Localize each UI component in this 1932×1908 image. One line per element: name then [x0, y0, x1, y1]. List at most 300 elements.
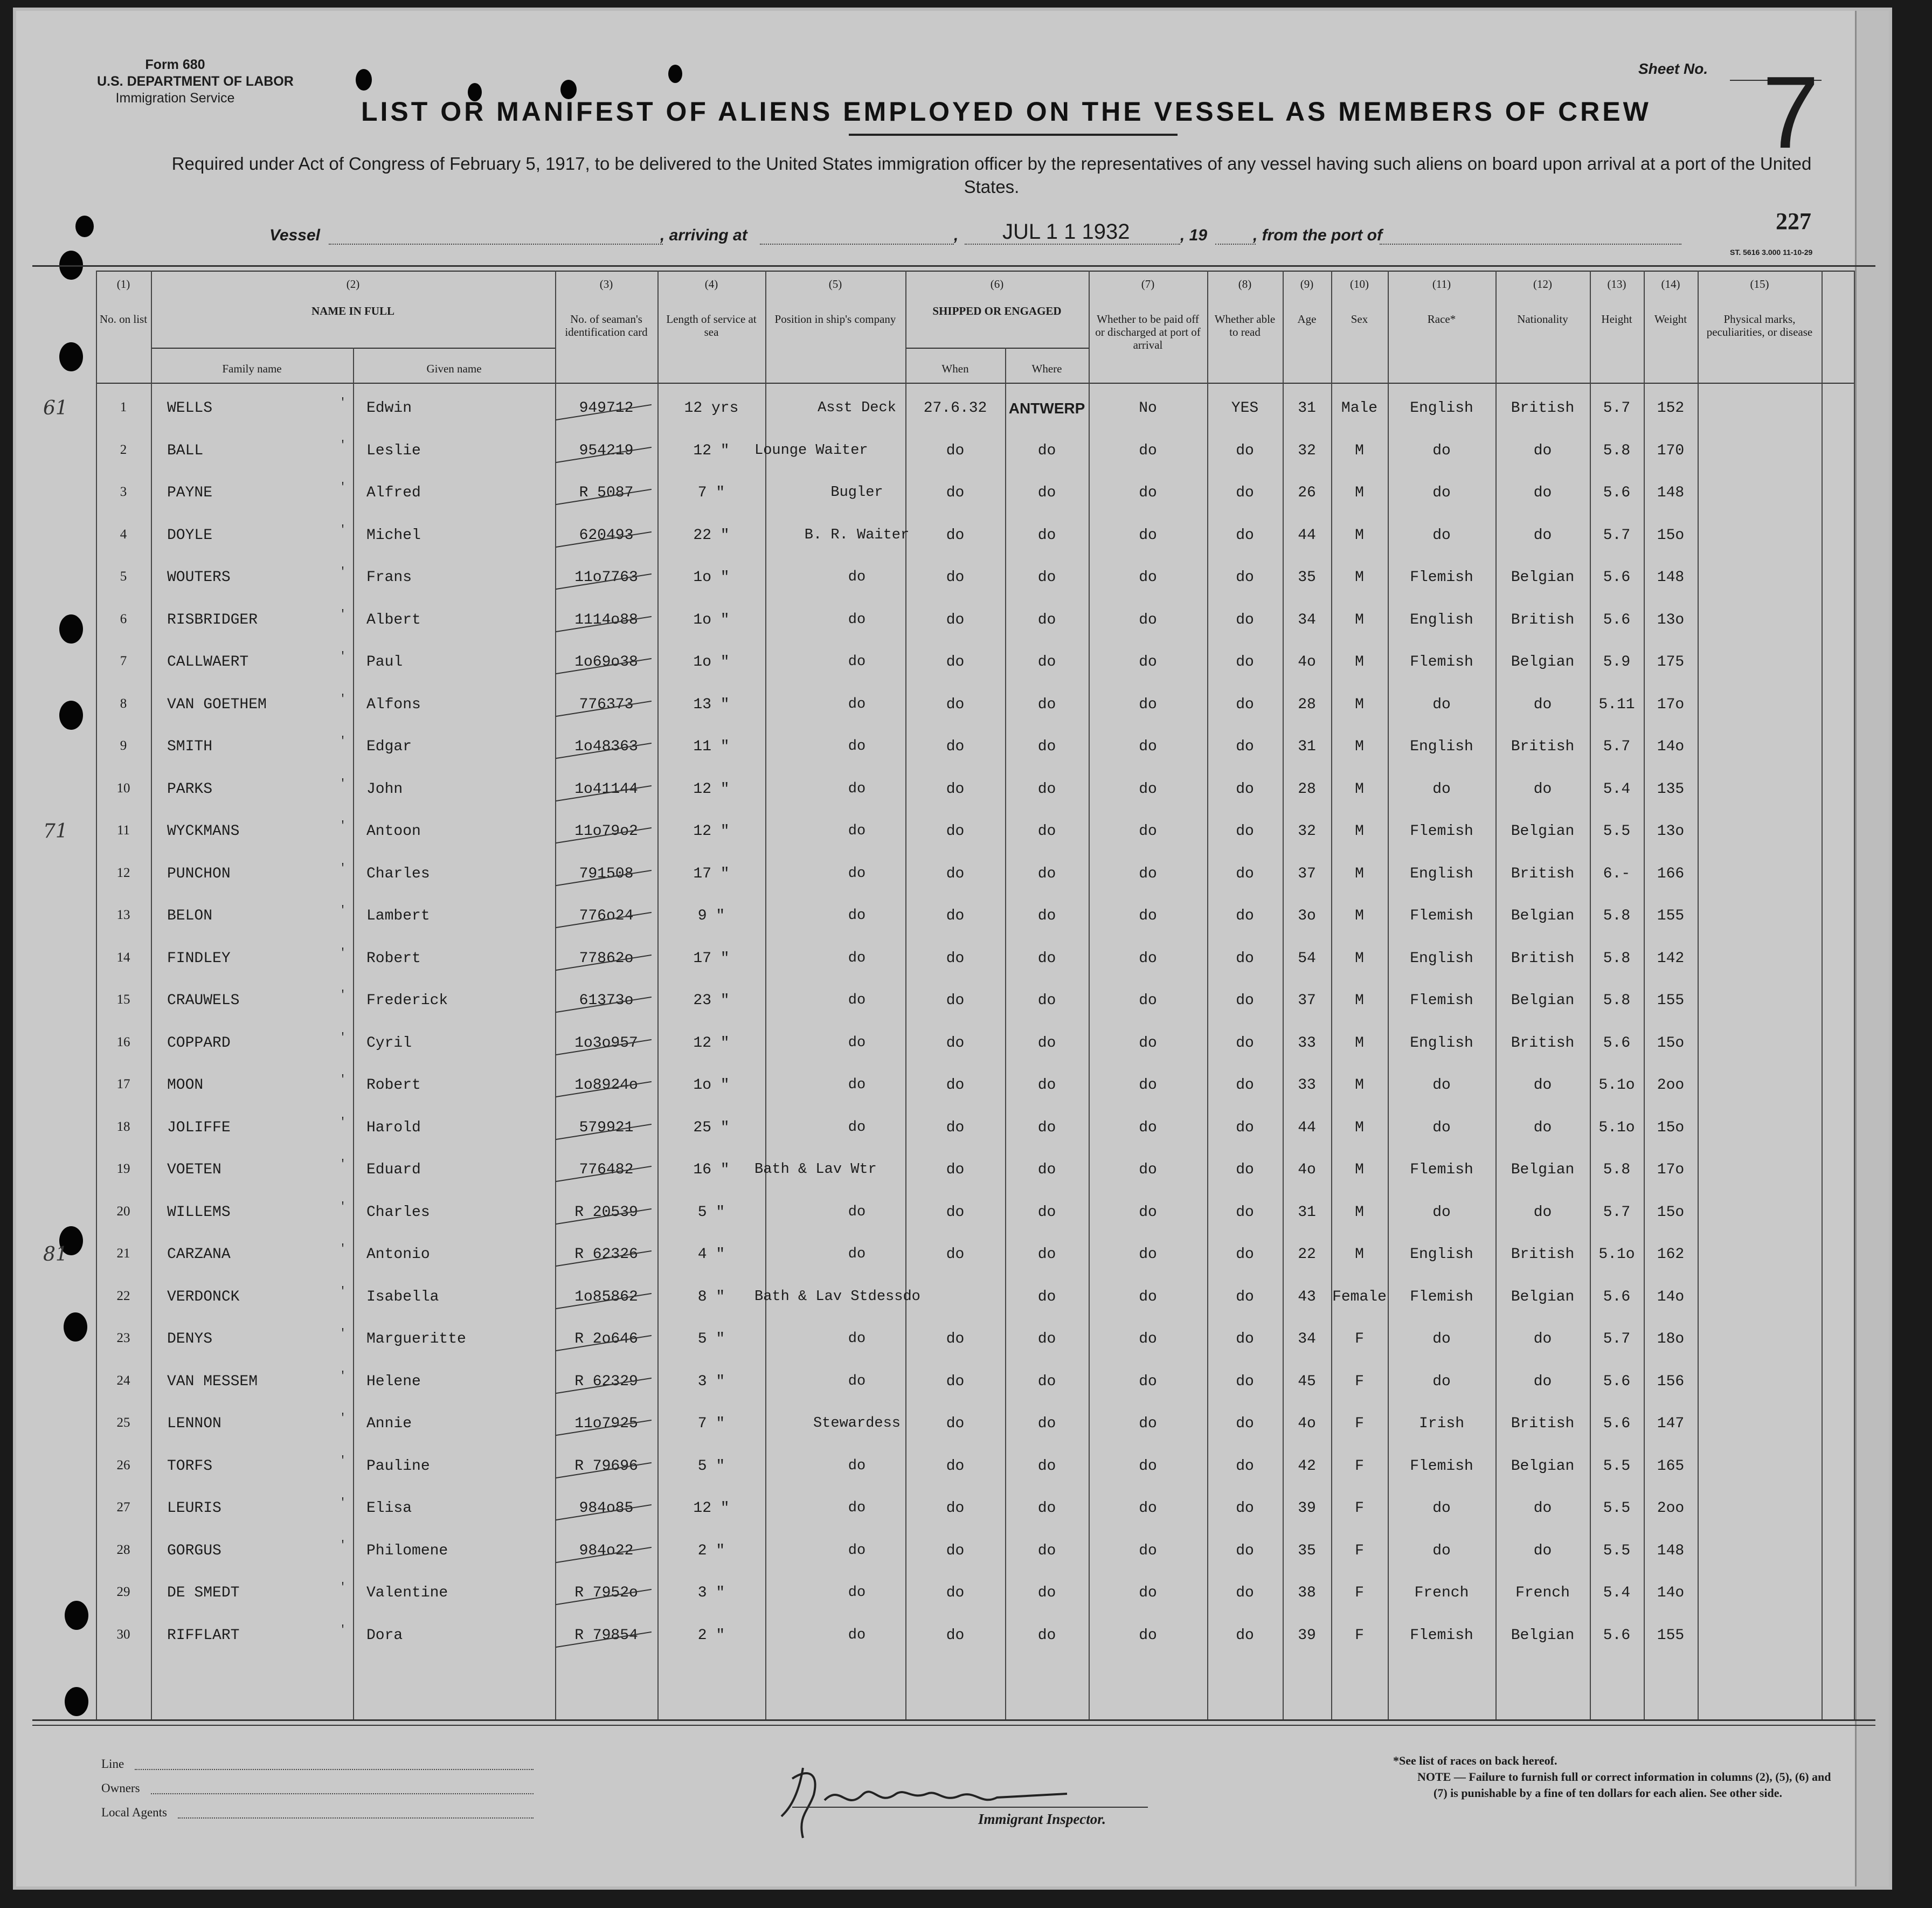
shipped-when: do	[946, 1204, 965, 1221]
race: do	[1432, 1204, 1451, 1221]
height: 5.9	[1603, 654, 1631, 670]
arriving-field	[760, 244, 954, 245]
race: do	[1432, 1373, 1451, 1390]
given-name: Alfons	[366, 696, 421, 713]
seaman-card-number: 984o22	[579, 1542, 634, 1559]
ship-position: do	[848, 865, 866, 882]
race: do	[1432, 442, 1451, 459]
given-name: Annie	[366, 1415, 412, 1432]
able-to-read: do	[1236, 1373, 1254, 1390]
sex: M	[1355, 485, 1364, 501]
given-name: Helene	[366, 1373, 421, 1390]
column-number: (1)	[116, 278, 130, 291]
paid-off: do	[1139, 1457, 1157, 1475]
check-tick: '	[340, 989, 347, 1001]
column-header-label: NAME IN FULL	[311, 305, 394, 317]
paid-off: do	[1139, 1204, 1157, 1221]
given-name: Albert	[366, 611, 421, 628]
family-name: VERDONCK	[167, 1288, 240, 1305]
shipped-where: do	[1037, 1373, 1056, 1390]
seaman-card-number: 984o85	[579, 1500, 634, 1517]
nationality: French	[1515, 1585, 1570, 1601]
column-header-label: Length of service at sea	[666, 313, 757, 338]
nationality: British	[1511, 950, 1575, 967]
family-name: RIFFLART	[167, 1627, 240, 1644]
seaman-card-number: 776o24	[579, 908, 634, 924]
seaman-card-number: 1o8924o	[574, 1077, 638, 1094]
height: 5.1o	[1598, 1077, 1635, 1094]
check-tick: '	[340, 1285, 347, 1298]
able-to-read: do	[1236, 1288, 1254, 1305]
age: 35	[1298, 569, 1316, 586]
able-to-read: do	[1236, 654, 1254, 670]
shipped-sub-divider	[905, 348, 1089, 349]
check-tick: '	[340, 862, 347, 875]
race: English	[1410, 865, 1473, 882]
given-name: Philomene	[366, 1542, 448, 1559]
nationality: British	[1511, 1034, 1575, 1052]
check-tick: '	[340, 1116, 347, 1129]
column-divider	[151, 271, 152, 1719]
age: 32	[1298, 442, 1316, 459]
race: Flemish	[1410, 1457, 1473, 1475]
shipped-when: do	[946, 823, 965, 840]
shipped-where: do	[1037, 1542, 1056, 1559]
height: 5.11	[1598, 696, 1635, 713]
family-name: LEURIS	[167, 1500, 221, 1517]
age: 42	[1298, 1457, 1316, 1475]
age: 31	[1298, 738, 1316, 755]
weight: 156	[1657, 1373, 1685, 1390]
seaman-card-number: 776482	[579, 1162, 634, 1178]
family-name: CALLWAERT	[167, 654, 249, 670]
column-header-label: Position in ship's company	[774, 313, 896, 326]
date-stamp: JUL 1 1 1932	[1002, 220, 1130, 244]
nationality: do	[1533, 1077, 1552, 1094]
weight: 135	[1657, 780, 1685, 798]
height: 5.6	[1603, 569, 1631, 586]
sex: M	[1355, 950, 1364, 967]
age: 39	[1298, 1500, 1316, 1517]
shipped-when: do	[946, 1331, 965, 1347]
length-of-service: 1o "	[693, 569, 730, 586]
shipped-where: do	[1037, 865, 1056, 882]
race: Irish	[1418, 1415, 1464, 1432]
row-number: 18	[116, 1119, 130, 1134]
column-subheader: Given name	[426, 362, 482, 375]
column-header-label: Height	[1601, 313, 1632, 326]
column-number: (8)	[1238, 278, 1252, 291]
punch-hole	[65, 1601, 88, 1630]
family-name: JOLIFFE	[167, 1119, 231, 1136]
shipped-when: do	[946, 738, 965, 755]
shipped-when: do	[946, 780, 965, 798]
sex: M	[1355, 442, 1364, 459]
age: 31	[1298, 1204, 1316, 1221]
age: 4o	[1298, 1415, 1316, 1432]
shipped-when: do	[946, 1585, 965, 1601]
seaman-card-number: 1o85862	[574, 1288, 638, 1305]
paid-off: do	[1139, 1542, 1157, 1559]
shipped-when: do	[946, 527, 965, 544]
length-of-service: 9 "	[697, 908, 725, 924]
ship-position: do	[848, 1119, 866, 1136]
nationality: Belgian	[1511, 1457, 1575, 1475]
given-name: John	[366, 780, 403, 798]
paid-off: do	[1139, 1500, 1157, 1517]
nationality: British	[1511, 1415, 1575, 1432]
nationality: do	[1533, 1204, 1552, 1221]
weight: 166	[1657, 865, 1685, 882]
column-subheader: Family name	[222, 362, 282, 375]
given-name: Antoon	[366, 823, 421, 840]
page-edge	[1855, 11, 1889, 1886]
length-of-service: 12 "	[693, 1500, 730, 1517]
length-of-service: 25 "	[693, 1119, 730, 1136]
shipped-where: do	[1037, 485, 1056, 501]
row-number: 14	[116, 950, 130, 965]
paid-off: do	[1139, 1373, 1157, 1390]
able-to-read: do	[1236, 527, 1254, 544]
column-header-label: No. on list	[99, 313, 148, 326]
row-number: 13	[116, 908, 130, 922]
length-of-service: 11 "	[693, 738, 730, 755]
able-to-read: do	[1236, 1457, 1254, 1475]
age: 4o	[1298, 1162, 1316, 1178]
column-number: (9)	[1300, 278, 1314, 291]
ship-position: Stewardess	[813, 1415, 901, 1432]
column-header-label: Whether able to read	[1214, 313, 1276, 338]
shipped-when: do	[946, 1034, 965, 1052]
row-number: 4	[120, 527, 127, 542]
height: 5.5	[1603, 1500, 1631, 1517]
nationality: British	[1511, 400, 1575, 417]
given-name: Isabella	[366, 1288, 439, 1305]
given-name: Edgar	[366, 738, 412, 755]
weight: 142	[1657, 950, 1685, 967]
shipped-where: do	[1037, 950, 1056, 967]
able-to-read: do	[1236, 485, 1254, 501]
paid-off: No	[1139, 400, 1157, 417]
ship-position: do	[848, 1542, 866, 1559]
check-tick: '	[340, 1328, 347, 1340]
able-to-read: do	[1236, 1585, 1254, 1601]
punch-hole	[64, 1312, 87, 1342]
length-of-service: 1o "	[693, 654, 730, 670]
paid-off: do	[1139, 611, 1157, 628]
owners-label: Owners	[101, 1781, 140, 1795]
given-name: Dora	[366, 1627, 403, 1644]
shipped-when: 27.6.32	[923, 400, 987, 417]
weight: 165	[1657, 1457, 1685, 1475]
age: 43	[1298, 1288, 1316, 1305]
height: 5.1o	[1598, 1246, 1635, 1263]
check-tick: '	[340, 904, 347, 917]
sex: Female	[1332, 1288, 1387, 1305]
length-of-service: 17 "	[693, 865, 730, 882]
ship-position: B. R. Waiter	[804, 527, 910, 543]
weight: 2oo	[1657, 1077, 1685, 1094]
column-number: (11)	[1432, 278, 1451, 291]
able-to-read: do	[1236, 908, 1254, 924]
ship-position: do	[848, 1457, 866, 1474]
paid-off: do	[1139, 1162, 1157, 1178]
weight: 13o	[1657, 611, 1685, 628]
comma: ,	[954, 226, 959, 244]
shipped-when: do	[946, 1542, 965, 1559]
given-name: Eduard	[366, 1162, 421, 1178]
family-name: MOON	[167, 1077, 204, 1094]
length-of-service: 22 "	[693, 527, 730, 544]
sex: M	[1355, 908, 1364, 924]
race: English	[1410, 611, 1473, 628]
check-tick: '	[340, 1200, 347, 1213]
able-to-read: do	[1236, 1331, 1254, 1347]
column-number: (3)	[599, 278, 613, 291]
height: 5.5	[1603, 1542, 1631, 1559]
shipped-where: do	[1037, 569, 1056, 586]
paid-off: do	[1139, 780, 1157, 798]
given-name: Robert	[366, 950, 421, 967]
row-number: 7	[120, 654, 127, 668]
sheet-label: Sheet No.	[1638, 60, 1708, 77]
weight: 15o	[1657, 527, 1685, 544]
check-tick: '	[340, 608, 347, 621]
paid-off: do	[1139, 442, 1157, 459]
able-to-read: do	[1236, 1246, 1254, 1263]
family-name: GORGUS	[167, 1542, 221, 1559]
check-tick: '	[340, 1074, 347, 1086]
able-to-read: do	[1236, 569, 1254, 586]
shipped-where: do	[1037, 738, 1056, 755]
nationality: Belgian	[1511, 654, 1575, 670]
punch-hole	[59, 701, 83, 730]
family-name: FINDLEY	[167, 950, 231, 967]
agents-field	[178, 1817, 534, 1819]
length-of-service: 3 "	[697, 1373, 725, 1390]
column-number: (10)	[1350, 278, 1369, 291]
check-tick: '	[340, 523, 347, 536]
check-tick: '	[340, 397, 347, 409]
given-name: Harold	[366, 1119, 421, 1136]
age: 28	[1298, 780, 1316, 798]
age: 33	[1298, 1034, 1316, 1052]
length-of-service: 3 "	[697, 1585, 725, 1601]
row-number: 28	[116, 1542, 130, 1557]
age: 44	[1298, 1119, 1316, 1136]
check-tick: '	[340, 566, 347, 578]
length-of-service: 23 "	[693, 992, 730, 1009]
shipped-where: do	[1037, 1034, 1056, 1052]
manifest-page	[16, 11, 1889, 1886]
race: do	[1432, 1331, 1451, 1347]
age: 4o	[1298, 654, 1316, 670]
shipped-when: do	[946, 485, 965, 501]
sex: M	[1355, 611, 1364, 628]
row-number: 16	[116, 1034, 130, 1049]
page-title: LIST OR MANIFEST OF ALIENS EMPLOYED ON THE VESSEL AS MEMBERS OF CREW	[361, 96, 1651, 127]
vessel-field	[329, 244, 663, 245]
length-of-service: 12 "	[693, 442, 730, 459]
able-to-read: YES	[1231, 400, 1259, 417]
race: Flemish	[1410, 1162, 1473, 1178]
able-to-read: do	[1236, 1204, 1254, 1221]
column-number: (2)	[346, 278, 360, 291]
sex: F	[1355, 1415, 1364, 1432]
column-subheader: When	[941, 362, 969, 375]
shipped-where: do	[1037, 1415, 1056, 1432]
sheet-number: 7	[1762, 56, 1819, 170]
weight: 148	[1657, 485, 1685, 501]
column-number: (13)	[1607, 278, 1626, 291]
row-number: 8	[120, 696, 127, 711]
sex: Male	[1341, 400, 1378, 417]
weight: 18o	[1657, 1331, 1685, 1347]
shipped-when: do	[946, 696, 965, 713]
ship-position: do	[848, 950, 866, 966]
row-number: 23	[116, 1331, 130, 1345]
seaman-card-number: 1o3o957	[574, 1034, 638, 1052]
able-to-read: do	[1236, 442, 1254, 459]
column-number: (14)	[1661, 278, 1680, 291]
form-number: Form 680	[145, 57, 205, 72]
paid-off: do	[1139, 654, 1157, 670]
height: 5.6	[1603, 1415, 1631, 1432]
row-number: 20	[116, 1204, 130, 1219]
seaman-card-number: R 79696	[574, 1457, 638, 1475]
age: 45	[1298, 1373, 1316, 1390]
nationality: do	[1533, 485, 1552, 501]
weight: 17o	[1657, 1162, 1685, 1178]
ship-position: do	[848, 1204, 866, 1220]
column-header-label: Weight	[1654, 313, 1687, 326]
weight: 147	[1657, 1415, 1685, 1432]
row-number: 2	[120, 442, 127, 457]
paid-off: do	[1139, 1585, 1157, 1601]
height: 5.8	[1603, 908, 1631, 924]
nationality: Belgian	[1511, 569, 1575, 586]
age: 22	[1298, 1246, 1316, 1263]
age: 31	[1298, 400, 1316, 417]
paid-off: do	[1139, 950, 1157, 967]
check-tick: '	[340, 1370, 347, 1382]
given-name: Charles	[366, 865, 430, 882]
shipped-when: do	[946, 1077, 965, 1094]
check-tick: '	[340, 651, 347, 663]
shipped-when: do	[946, 950, 965, 967]
paid-off: do	[1139, 865, 1157, 882]
height: 5.5	[1603, 823, 1631, 840]
column-number: (15)	[1750, 278, 1769, 291]
seaman-card-number: R 2o646	[574, 1331, 638, 1347]
seaman-card-number: 791508	[579, 865, 634, 882]
nationality: do	[1533, 1331, 1552, 1347]
race: Flemish	[1410, 992, 1473, 1009]
signature-line	[792, 1807, 1148, 1808]
punch-hole	[356, 69, 372, 91]
seaman-card-number: 620493	[579, 527, 634, 544]
shipped-when: do	[946, 908, 965, 924]
owners-field	[151, 1793, 534, 1794]
shipped-when: do	[946, 1246, 965, 1263]
given-name: Frederick	[366, 992, 448, 1009]
length-of-service: 7 "	[697, 1415, 725, 1432]
shipped-when: do	[946, 611, 965, 628]
race: English	[1410, 1034, 1473, 1052]
height: 5.7	[1603, 1331, 1631, 1347]
family-name: DENYS	[167, 1331, 213, 1347]
year-label: , 19	[1180, 226, 1208, 244]
family-name: WELLS	[167, 400, 213, 417]
length-of-service: 12 yrs	[684, 400, 739, 417]
arriving-label: , arriving at	[660, 226, 747, 244]
seaman-card-number: R 62329	[574, 1373, 638, 1390]
department-name: U.S. DEPARTMENT OF LABOR	[97, 74, 294, 89]
weight: 14o	[1657, 1585, 1685, 1601]
nationality: do	[1533, 696, 1552, 713]
shipped-when: do	[946, 1119, 965, 1136]
shipped-when: do	[946, 1627, 965, 1644]
paid-off: do	[1139, 485, 1157, 501]
able-to-read: do	[1236, 780, 1254, 798]
race: Flemish	[1410, 1627, 1473, 1644]
weight: 162	[1657, 1246, 1685, 1263]
table-bottom-border	[32, 1719, 1875, 1721]
sex: F	[1355, 1500, 1364, 1517]
sex: M	[1355, 1162, 1364, 1178]
length-of-service: 2 "	[697, 1542, 725, 1559]
given-name: Lambert	[366, 908, 430, 924]
check-tick: '	[340, 1581, 347, 1594]
row-number: 3	[120, 485, 127, 499]
family-name: COPPARD	[167, 1034, 231, 1052]
paid-off: do	[1139, 1627, 1157, 1644]
nationality: do	[1533, 1119, 1552, 1136]
column-number: (5)	[828, 278, 842, 291]
sex: F	[1355, 1331, 1364, 1347]
sex: M	[1355, 1034, 1364, 1052]
nationality: do	[1533, 442, 1552, 459]
paid-off: do	[1139, 738, 1157, 755]
seaman-card-number: 954219	[579, 442, 634, 459]
height: 5.6	[1603, 611, 1631, 628]
family-name: PAYNE	[167, 485, 213, 501]
nationality: British	[1511, 1246, 1575, 1263]
ship-position: do	[848, 611, 866, 628]
length-of-service: 5 "	[697, 1204, 725, 1221]
able-to-read: do	[1236, 1415, 1254, 1432]
height: 6.-	[1603, 865, 1631, 882]
seaman-card-number: R 20539	[574, 1204, 638, 1221]
height: 5.6	[1603, 1627, 1631, 1644]
sex: M	[1355, 823, 1364, 840]
race: Flemish	[1410, 908, 1473, 924]
race: do	[1432, 1500, 1451, 1517]
check-tick: '	[340, 481, 347, 494]
paid-off: do	[1139, 823, 1157, 840]
race: Flemish	[1410, 823, 1473, 840]
given-name: Cyril	[366, 1034, 412, 1052]
paid-off: do	[1139, 1034, 1157, 1052]
row-number: 21	[116, 1246, 130, 1261]
column-divider	[1822, 271, 1823, 1719]
weight: 15o	[1657, 1034, 1685, 1052]
column-number: (12)	[1533, 278, 1552, 291]
table-top-border	[32, 265, 1875, 267]
seaman-card-number: R 62326	[574, 1246, 638, 1263]
seaman-card-number: R 79854	[574, 1627, 638, 1644]
family-name: PUNCHON	[167, 865, 231, 882]
